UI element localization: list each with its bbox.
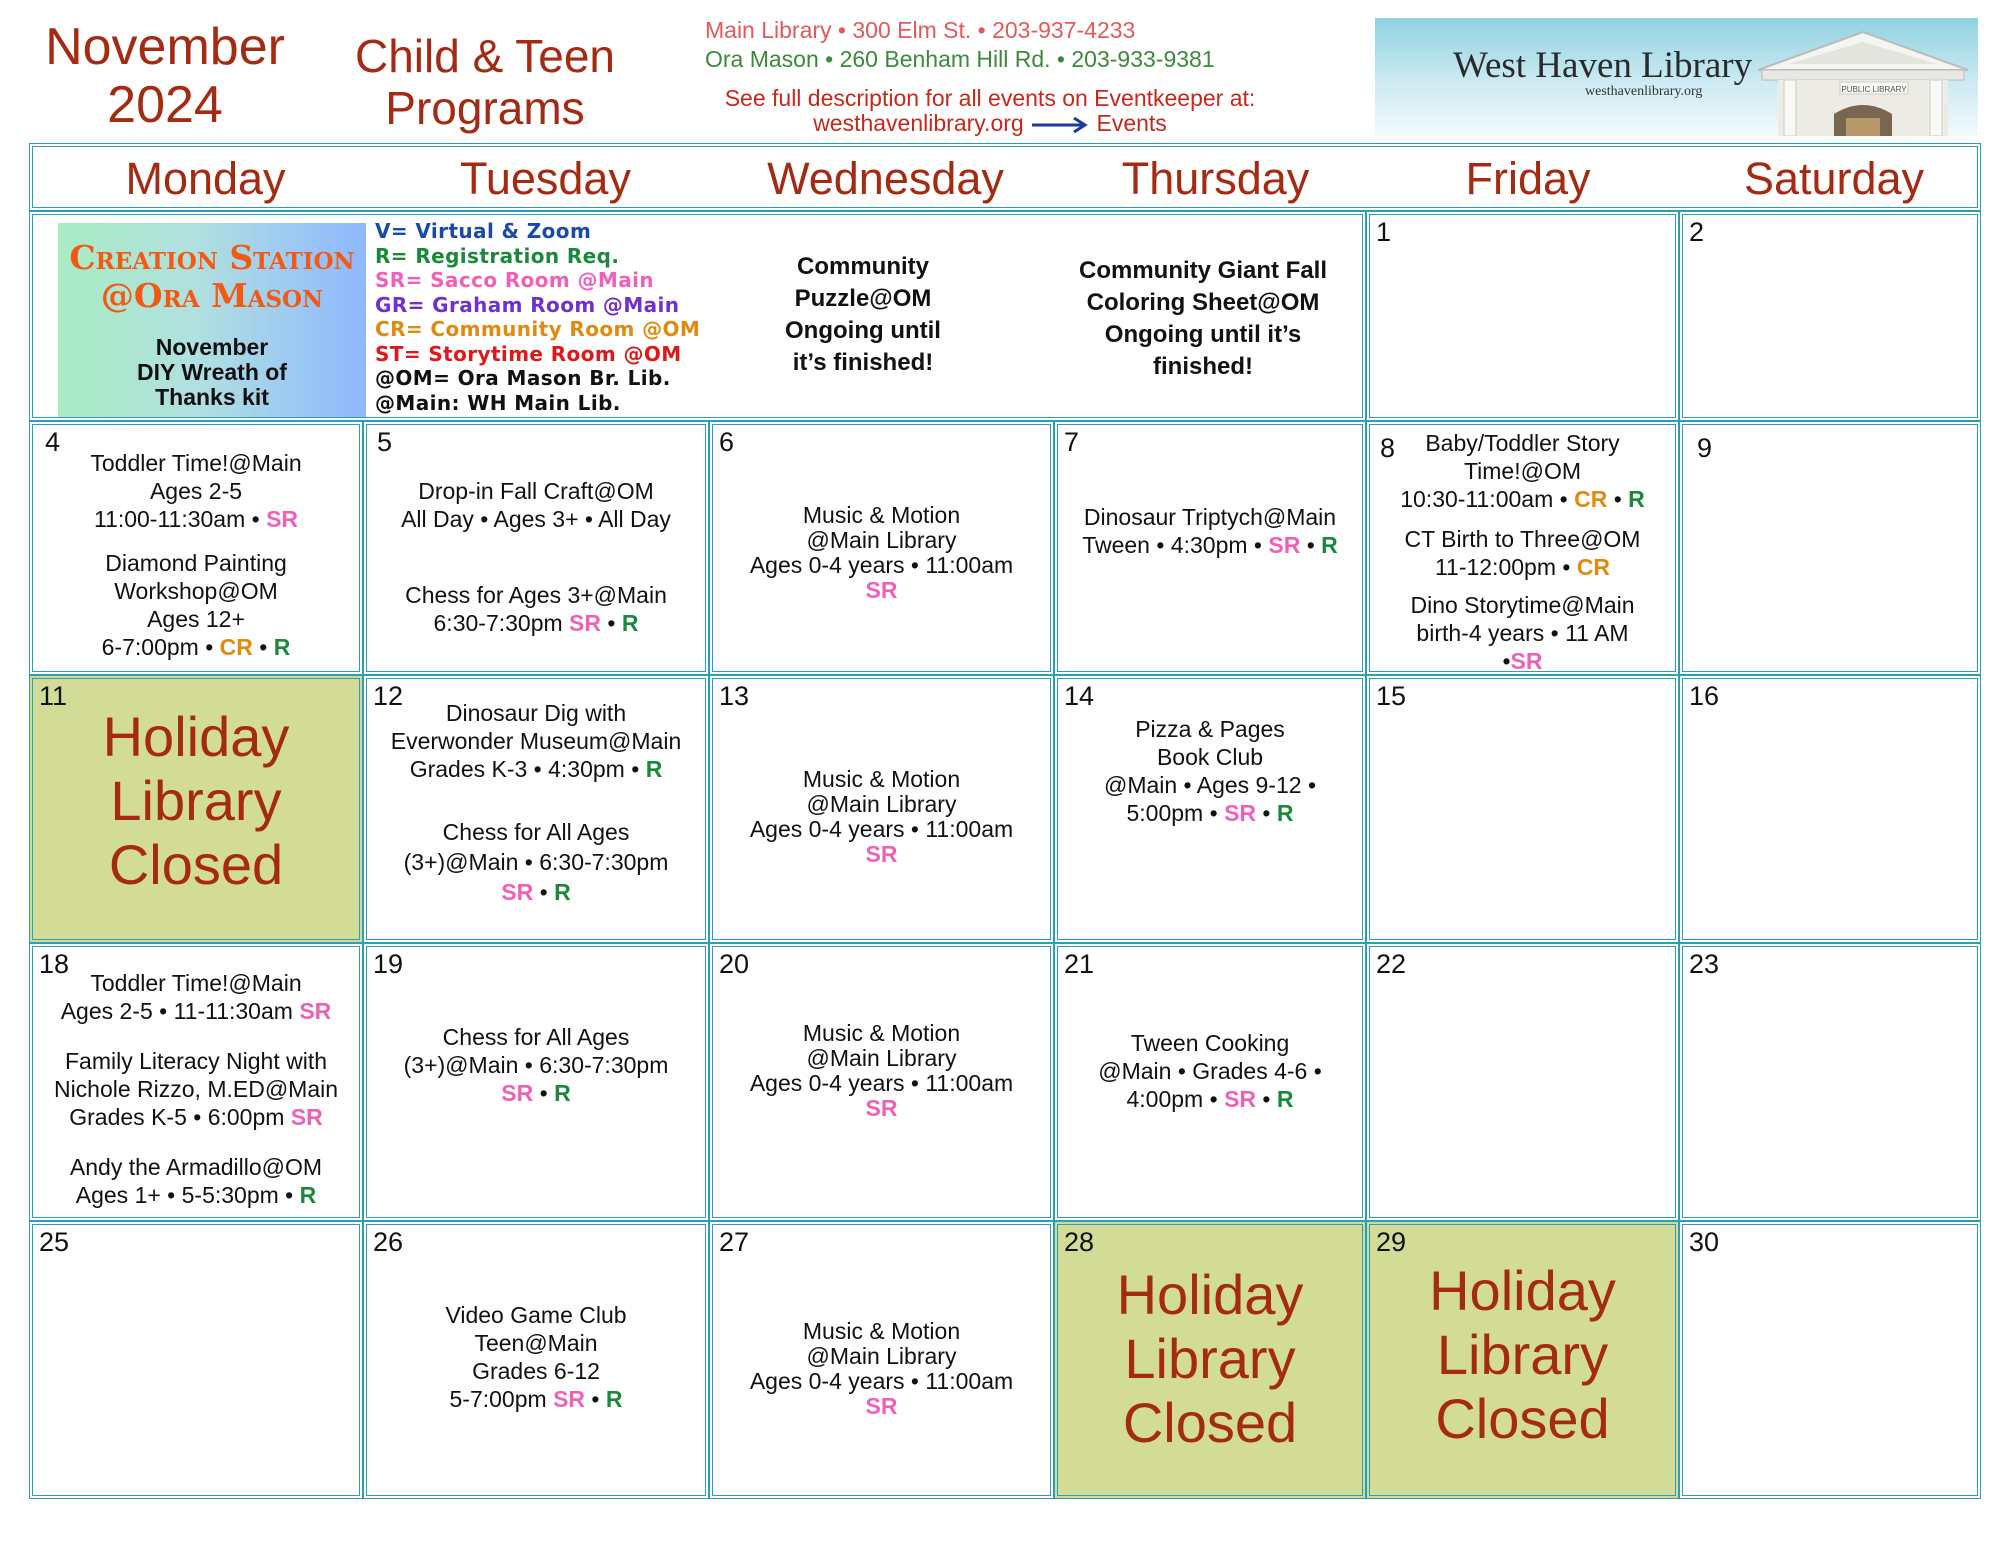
holiday-closed-text bbox=[33, 705, 359, 897]
day-number: 13 bbox=[719, 681, 750, 711]
holiday-closed-text bbox=[1058, 1263, 1362, 1455]
day-cell bbox=[1366, 943, 1679, 1221]
weekday-saturday: Saturday bbox=[1743, 153, 1925, 204]
event-line: (3+)@Main • 6:30-7:30pm bbox=[403, 1052, 669, 1078]
legend-item: @OM= Ora Mason Br. Lib. bbox=[375, 366, 671, 390]
event-line: Chess for All Ages bbox=[442, 819, 630, 845]
creation-station-kit-line2: Thanks kit bbox=[155, 384, 269, 410]
event-dinosaur-triptych bbox=[1058, 503, 1362, 559]
legend-item: CR= Community Room @OM bbox=[375, 317, 701, 341]
event-line: Ages 12+ bbox=[147, 606, 245, 632]
day-number: 28 bbox=[1064, 1227, 1095, 1257]
legend-item: @Main: WH Main Lib. bbox=[375, 390, 621, 415]
day-cell bbox=[1054, 675, 1366, 943]
holiday-line: Holiday bbox=[102, 705, 290, 768]
event-chess-all-ages bbox=[367, 1023, 705, 1107]
day-number: 18 bbox=[39, 949, 70, 979]
event-andy-armadillo bbox=[33, 1153, 359, 1209]
year-label: 2024 bbox=[107, 76, 223, 134]
day-number: 25 bbox=[39, 1227, 70, 1257]
day-number: 30 bbox=[1689, 1227, 1720, 1257]
event-line: Grades 6-12 bbox=[472, 1358, 600, 1384]
day-number: 21 bbox=[1064, 949, 1095, 979]
community-room-code: CR bbox=[1574, 486, 1608, 512]
holiday-line: Closed bbox=[1122, 1391, 1298, 1454]
event-line: Music & Motion bbox=[802, 1020, 961, 1046]
calendar-grid bbox=[29, 143, 1981, 1499]
legend bbox=[375, 219, 700, 415]
event-music-motion bbox=[713, 503, 1050, 603]
event-diamond-painting bbox=[33, 549, 359, 661]
event-line: SR • R bbox=[501, 879, 571, 905]
event-music-motion bbox=[713, 1021, 1050, 1121]
event-line: @Main • Grades 4-6 • bbox=[1098, 1058, 1322, 1084]
weekday-friday: Friday bbox=[1465, 153, 1591, 204]
website-link[interactable]: westhavenlibrary.org bbox=[813, 110, 1024, 136]
event-line: 4:00pm • SR • R bbox=[1126, 1086, 1294, 1112]
registration-code: R bbox=[621, 610, 639, 636]
event-line: @Main • Ages 9-12 • bbox=[1103, 772, 1317, 798]
day-number: 22 bbox=[1376, 949, 1407, 979]
calendar-info-cell bbox=[29, 211, 1366, 421]
eventkeeper-link-line bbox=[680, 110, 1300, 136]
event-line: •SR bbox=[1502, 648, 1543, 674]
registration-code: R bbox=[554, 879, 571, 905]
holiday-cell bbox=[29, 675, 363, 943]
day-number: 26 bbox=[373, 1227, 404, 1257]
event-line: Everwonder Museum@Main bbox=[390, 728, 682, 754]
event-line: Ages 2-5 • 11-11:30am SR bbox=[60, 998, 332, 1024]
creation-station-title-line1: Creation Station bbox=[69, 238, 355, 277]
day-number: 1 bbox=[1376, 217, 1392, 247]
event-fall-craft bbox=[367, 477, 705, 533]
day-cell bbox=[1366, 421, 1679, 675]
arrow-right-icon bbox=[1030, 115, 1090, 135]
day-number: 9 bbox=[1697, 433, 1713, 463]
event-line: Dinosaur Dig with bbox=[445, 700, 627, 726]
event-music-motion bbox=[713, 1319, 1050, 1419]
event-line: 10:30-11:00am • CR • R bbox=[1400, 486, 1645, 512]
day-number: 4 bbox=[45, 427, 61, 457]
community-room-code: CR bbox=[219, 634, 253, 660]
event-line: Ongoing until bbox=[785, 317, 941, 344]
sacco-room-code: SR bbox=[1224, 1086, 1257, 1112]
event-line: Andy the Armadillo@OM bbox=[69, 1154, 323, 1180]
weekday-header-row bbox=[29, 143, 1981, 211]
events-link[interactable]: Events bbox=[1096, 110, 1167, 136]
sacco-room-code: SR bbox=[865, 577, 898, 603]
day-number: 12 bbox=[373, 681, 404, 711]
event-tween-cooking bbox=[1058, 1029, 1362, 1113]
event-family-literacy-night bbox=[33, 1047, 359, 1131]
sacco-room-code: SR bbox=[553, 1386, 586, 1412]
day-number: 5 bbox=[377, 427, 393, 457]
creation-station-month: November bbox=[155, 334, 269, 360]
event-line: Grades K-5 • 6:00pm SR bbox=[69, 1104, 323, 1130]
event-line: Tween • 4:30pm • SR • R bbox=[1082, 532, 1338, 558]
registration-code: R bbox=[645, 756, 663, 782]
creation-station-banner bbox=[58, 223, 366, 421]
event-line: @Main Library bbox=[806, 1343, 957, 1369]
community-room-code: CR bbox=[1576, 554, 1611, 580]
day-number: 29 bbox=[1376, 1227, 1407, 1257]
registration-code: R bbox=[1276, 800, 1294, 826]
sacco-room-code: SR bbox=[1510, 648, 1543, 674]
event-line: Ages 2-5 bbox=[149, 478, 243, 504]
day-cell bbox=[1679, 421, 1981, 675]
registration-code: R bbox=[605, 1386, 623, 1412]
day-cell bbox=[709, 421, 1054, 675]
day-number: 23 bbox=[1689, 949, 1720, 979]
legend-item: R= Registration Req. bbox=[375, 243, 620, 268]
holiday-cell bbox=[1054, 1221, 1366, 1499]
day-cell bbox=[1054, 421, 1366, 675]
event-line: Ages 1+ • 5-5:30pm • R bbox=[75, 1182, 317, 1208]
banner-library-name: West Haven Library bbox=[1453, 45, 1753, 86]
registration-code: R bbox=[299, 1182, 317, 1208]
creation-station-description bbox=[58, 335, 366, 410]
library-info bbox=[680, 16, 1300, 136]
holiday-closed-text bbox=[1370, 1259, 1675, 1451]
event-line: @Main Library bbox=[806, 791, 957, 817]
sacco-room-code: SR bbox=[290, 1104, 323, 1130]
event-baby-toddler-story bbox=[1370, 429, 1675, 513]
sacco-room-code: SR bbox=[865, 841, 898, 867]
event-line: Teen@Main bbox=[474, 1330, 598, 1356]
weekday-wednesday: Wednesday bbox=[767, 153, 1004, 204]
sacco-room-code: SR bbox=[266, 506, 299, 532]
day-number: 15 bbox=[1376, 681, 1407, 711]
community-coloring-event bbox=[1053, 255, 1353, 383]
event-line: Dino Storytime@Main bbox=[1410, 592, 1635, 618]
event-line: Ages 0-4 years • 11:00am bbox=[749, 552, 1014, 578]
event-line: 11:00-11:30am • SR bbox=[93, 506, 299, 532]
event-dino-storytime bbox=[1370, 591, 1675, 675]
event-line: CT Birth to Three@OM bbox=[1404, 526, 1641, 552]
day-cell bbox=[709, 943, 1054, 1221]
holiday-cell bbox=[1366, 1221, 1679, 1499]
event-line: Toddler Time!@Main bbox=[90, 450, 302, 476]
event-line: Ongoing until it’s bbox=[1104, 321, 1302, 348]
legend-item: ST= Storytime Room @OM bbox=[375, 341, 682, 366]
sacco-room-code: SR bbox=[569, 610, 601, 636]
event-line: Book Club bbox=[1156, 744, 1264, 770]
event-toddler-time bbox=[33, 969, 359, 1025]
event-line: Community Giant Fall bbox=[1078, 257, 1327, 284]
event-line: birth-4 years • 11 AM bbox=[1416, 620, 1629, 646]
holiday-line: Closed bbox=[108, 833, 284, 896]
holiday-line: Closed bbox=[1435, 1387, 1610, 1450]
day-number: 27 bbox=[719, 1227, 750, 1257]
event-line: Workshop@OM bbox=[114, 578, 278, 604]
day-cell bbox=[1366, 675, 1679, 943]
event-line: Music & Motion bbox=[802, 766, 961, 792]
weekday-thursday: Thursday bbox=[1121, 153, 1310, 204]
program-title-line2: Programs bbox=[385, 82, 585, 134]
day-cell bbox=[1679, 1221, 1981, 1499]
event-line: Video Game Club bbox=[445, 1302, 627, 1328]
registration-code: R bbox=[1321, 532, 1338, 558]
event-line: Puzzle@OM bbox=[794, 285, 932, 312]
creation-station-title-line2: @Ora Mason bbox=[100, 276, 324, 315]
event-dinosaur-dig bbox=[367, 699, 705, 783]
event-line: Dinosaur Triptych@Main bbox=[1083, 504, 1337, 530]
event-line: @Main Library bbox=[806, 1045, 957, 1071]
sacco-room-code: SR bbox=[501, 1080, 534, 1106]
ora-mason-address: Ora Mason • 260 Benham Hill Rd. • 203-933-9381 bbox=[705, 46, 1215, 72]
day-number: 2 bbox=[1689, 217, 1705, 247]
event-line: 5:00pm • SR • R bbox=[1126, 800, 1294, 826]
day-cell bbox=[709, 675, 1054, 943]
weekday-monday: Monday bbox=[125, 153, 286, 204]
weekday-tuesday: Tuesday bbox=[460, 153, 631, 204]
day-cell bbox=[363, 675, 709, 943]
event-line: Ages 0-4 years • 11:00am bbox=[749, 1368, 1014, 1394]
program-title bbox=[325, 30, 645, 134]
event-chess-all-ages bbox=[367, 817, 705, 907]
event-line: Pizza & Pages bbox=[1135, 716, 1285, 742]
event-line: SR • R bbox=[501, 1080, 571, 1106]
sacco-room-code: SR bbox=[1268, 532, 1301, 558]
event-toddler-time bbox=[33, 449, 359, 533]
event-line: finished! bbox=[1153, 353, 1253, 380]
day-cell bbox=[1679, 675, 1981, 943]
day-number: 7 bbox=[1064, 427, 1080, 457]
event-birth-to-three bbox=[1370, 525, 1675, 581]
day-cell bbox=[1366, 211, 1679, 421]
day-cell bbox=[709, 1221, 1054, 1499]
event-line: it’s finished! bbox=[792, 349, 934, 376]
event-chess bbox=[367, 581, 705, 637]
event-line: 6:30-7:30pm SR • R bbox=[433, 610, 639, 636]
event-line: Toddler Time!@Main bbox=[90, 970, 302, 996]
creation-station-title bbox=[58, 239, 366, 315]
day-number: 16 bbox=[1689, 681, 1720, 711]
event-line: Ages 0-4 years • 11:00am bbox=[749, 1070, 1014, 1096]
event-music-motion bbox=[713, 767, 1050, 867]
month-label: November bbox=[45, 18, 285, 76]
registration-code: R bbox=[1628, 486, 1645, 512]
program-title-line1: Child & Teen bbox=[355, 30, 615, 82]
sacco-room-code: SR bbox=[865, 1393, 898, 1419]
day-cell bbox=[1679, 211, 1981, 421]
day-number: 20 bbox=[719, 949, 750, 979]
event-line: Music & Motion bbox=[802, 1318, 961, 1344]
legend-item: V= Virtual & Zoom bbox=[375, 219, 592, 243]
holiday-line: Library bbox=[110, 769, 282, 832]
event-line: (3+)@Main • 6:30-7:30pm bbox=[403, 849, 669, 875]
event-line: Tween Cooking bbox=[1130, 1030, 1290, 1056]
event-line: @Main Library bbox=[806, 527, 957, 553]
eventkeeper-note: See full description for all events on Eventkeeper at: bbox=[724, 85, 1256, 111]
library-building-icon bbox=[1748, 18, 1978, 136]
event-video-game-club bbox=[367, 1301, 705, 1413]
banner-url: westhavenlibrary.org bbox=[1585, 84, 1703, 99]
holiday-line: Library bbox=[1436, 1323, 1609, 1386]
registration-code: R bbox=[273, 634, 291, 660]
day-number: 19 bbox=[373, 949, 404, 979]
event-line: 6-7:00pm • CR • R bbox=[101, 634, 291, 660]
west-haven-library-banner bbox=[1375, 18, 1978, 136]
sacco-room-code: SR bbox=[1224, 800, 1257, 826]
holiday-line: Holiday bbox=[1116, 1263, 1304, 1326]
event-line: Drop-in Fall Craft@OM bbox=[418, 478, 654, 504]
day-number: 8 bbox=[1380, 433, 1396, 463]
event-line: Diamond Painting bbox=[105, 550, 287, 576]
day-cell bbox=[363, 943, 709, 1221]
sacco-room-code: SR bbox=[299, 998, 332, 1024]
main-library-address: Main Library • 300 Elm St. • 203-937-4233 bbox=[705, 17, 1136, 43]
day-cell bbox=[1054, 943, 1366, 1221]
registration-code: R bbox=[554, 1080, 571, 1106]
event-line: Family Literacy Night with bbox=[64, 1048, 328, 1074]
event-line: 5-7:00pm SR • R bbox=[449, 1386, 623, 1412]
holiday-line: Library bbox=[1124, 1327, 1296, 1390]
event-line: Baby/Toddler Story bbox=[1425, 430, 1620, 456]
event-line: Nichole Rizzo, M.ED@Main bbox=[53, 1076, 339, 1102]
creation-station-kit-line1: DIY Wreath of bbox=[137, 359, 287, 385]
event-line: Chess for All Ages bbox=[442, 1024, 630, 1050]
event-line: Chess for Ages 3+@Main bbox=[405, 582, 667, 608]
sacco-room-code: SR bbox=[865, 1095, 898, 1121]
registration-code: R bbox=[1276, 1086, 1294, 1112]
day-cell bbox=[29, 943, 363, 1221]
event-line: Community bbox=[797, 253, 929, 280]
event-line: Time!@OM bbox=[1463, 458, 1582, 484]
calendar-month-title bbox=[30, 18, 300, 134]
day-cell bbox=[29, 1221, 363, 1499]
holiday-line: Holiday bbox=[1429, 1259, 1616, 1322]
svg-text:PUBLIC LIBRARY: PUBLIC LIBRARY bbox=[1841, 85, 1907, 94]
day-number: 11 bbox=[39, 681, 68, 711]
day-cell bbox=[363, 421, 709, 675]
event-line: All Day • Ages 3+ • All Day bbox=[401, 506, 671, 532]
day-cell bbox=[29, 421, 363, 675]
legend-item: GR= Graham Room @Main bbox=[375, 292, 680, 317]
day-cell bbox=[1679, 943, 1981, 1221]
legend-item: SR= Sacco Room @Main bbox=[375, 268, 655, 292]
event-line: Coloring Sheet@OM bbox=[1086, 289, 1320, 316]
event-line: Music & Motion bbox=[802, 502, 961, 528]
day-number: 6 bbox=[719, 427, 735, 457]
event-line: Grades K-3 • 4:30pm • R bbox=[409, 756, 663, 782]
community-puzzle-event bbox=[763, 251, 963, 379]
event-line: Ages 0-4 years • 11:00am bbox=[749, 816, 1014, 842]
day-cell bbox=[363, 1221, 709, 1499]
event-pizza-pages bbox=[1058, 715, 1362, 827]
sacco-room-code: SR bbox=[501, 879, 534, 905]
event-line: 11-12:00pm • CR bbox=[1434, 554, 1611, 580]
day-number: 14 bbox=[1064, 681, 1095, 711]
